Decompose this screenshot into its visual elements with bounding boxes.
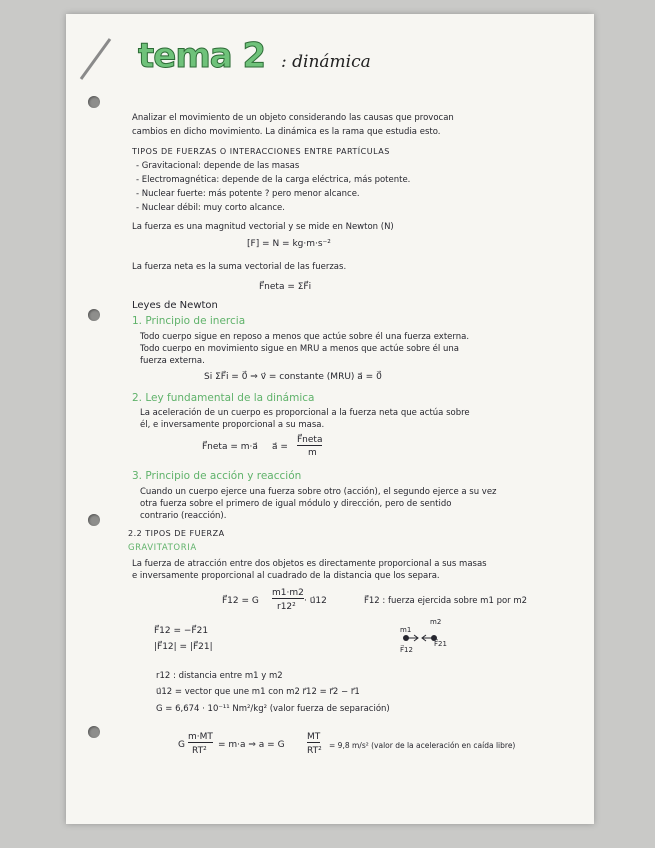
binder-hole: [88, 726, 100, 738]
section-22-heading: 2.2 TIPOS DE FUERZA: [128, 529, 225, 538]
law1-line: fuerza externa.: [140, 356, 205, 366]
definition-line: G = 6,674 · 10⁻¹¹ Nm²/kg² (valor fuerza de separación): [156, 704, 390, 714]
final-formula-den1: RT²: [192, 746, 207, 756]
gravity-formula-rhs: · u⃗12: [304, 596, 327, 606]
force-definition: La fuerza es una magnitud vectorial y se mide en Newton (N): [132, 222, 394, 232]
gravity-formula-note: F⃗12 : fuerza ejercida sobre m1 por m2: [364, 596, 528, 606]
law2-formula-numerator: F⃗neta: [297, 435, 323, 445]
type-item: - Nuclear fuerte: más potente ? pero menor alcance.: [136, 189, 360, 199]
force-modulus-equation: |F⃗12| = |F⃗21|: [154, 642, 213, 652]
diagram-label-f21: F⃗21: [434, 640, 447, 648]
force-unit-formula: [F] = N = kg·m·s⁻²: [247, 239, 331, 249]
law3-title: 3. Principio de acción y reacción: [132, 470, 302, 482]
law1-formula: Si ΣF⃗i = 0⃗ ⇒ v⃗ = constante (MRU) a⃗ = 0⃗: [204, 372, 382, 382]
final-formula-end: = 9,8 m/s² (valor de la aceleración en caída libre): [329, 741, 516, 750]
newton-heading: Leyes de Newton: [132, 300, 218, 311]
law2-line: él, e inversamente proporcional a su masa.: [140, 420, 325, 430]
final-formula-mid: = m·a ⇒ a = G: [218, 740, 285, 750]
law1-line: Todo cuerpo en movimiento sigue en MRU a menos que actúe sobre él una: [140, 344, 459, 354]
pencil-stroke-decoration: [76, 34, 116, 84]
diagram-label-m2: m2: [430, 618, 442, 626]
gravity-heading: GRAVITATORIA: [128, 543, 197, 553]
final-formula-num2: MT: [307, 732, 321, 742]
type-item: - Nuclear débil: muy corto alcance.: [136, 203, 285, 213]
law3-line: Cuando un cuerpo ejerce una fuerza sobre otro (acción), el segundo ejerce a su vez: [140, 487, 497, 497]
intro-line: cambios en dicho movimiento. La dinámica es la rama que estudia esto.: [132, 127, 441, 137]
type-item: - Gravitacional: depende de las masas: [136, 161, 300, 171]
law3-line: contrario (reacción).: [140, 511, 227, 521]
law2-formula: F⃗neta = m·a⃗: [202, 442, 258, 452]
law3-line: otra fuerza sobre el primero de igual módulo y dirección, pero de sentido: [140, 499, 452, 509]
binder-hole: [88, 309, 100, 321]
diagram-label-m1: m1: [400, 626, 412, 634]
binder-hole: [88, 514, 100, 526]
gravity-formula-lhs: F⃗12 = G: [222, 596, 259, 606]
definition-line: u⃗12 = vector que une m1 con m2 r⃗12 = r⃗2 − r⃗1: [156, 687, 360, 697]
law1-title: 1. Principio de inercia: [132, 315, 246, 327]
law2-line: La aceleración de un cuerpo es proporcional a la fuerza neta que actúa sobre: [140, 408, 470, 418]
definition-line: r12 : distancia entre m1 y m2: [156, 671, 283, 681]
notebook-page: [66, 14, 594, 824]
law2-title: 2. Ley fundamental de la dinámica: [132, 392, 315, 404]
type-item: - Electromagnética: depende de la carga eléctrica, más potente.: [136, 175, 411, 185]
final-formula-num1: m·MT: [188, 732, 213, 742]
gravity-line: La fuerza de atracción entre dos objetos es directamente proporcional a sus masas: [132, 559, 487, 569]
final-formula-den2: RT²: [307, 746, 322, 756]
gravity-formula-denominator: r12²: [277, 602, 296, 612]
page-subtitle: : dinámica: [281, 52, 371, 72]
final-formula-g: G: [178, 740, 185, 750]
action-reaction-equation: F⃗12 = −F⃗21: [154, 626, 209, 636]
gravity-formula-numerator: m1·m2: [272, 588, 304, 598]
gravity-line: e inversamente proporcional al cuadrado de la distancia que los separa.: [132, 571, 440, 581]
intro-line: Analizar el movimiento de un objeto considerando las causas que provocan: [132, 113, 454, 123]
net-force-formula: F⃗neta = ΣF⃗i: [259, 282, 312, 292]
law2-formula-lhs: a⃗ =: [272, 442, 288, 452]
diagram-label-f12: F⃗12: [400, 646, 413, 654]
page-title: tema 2: [138, 36, 266, 76]
law1-line: Todo cuerpo sigue en reposo a menos que actúe sobre él una fuerza externa.: [140, 332, 470, 342]
binder-hole: [88, 96, 100, 108]
types-heading: TIPOS DE FUERZAS O INTERACCIONES ENTRE PARTÍCULAS: [132, 147, 390, 156]
law2-formula-denominator: m: [308, 448, 317, 458]
net-force-text: La fuerza neta es la suma vectorial de las fuerzas.: [132, 262, 347, 272]
